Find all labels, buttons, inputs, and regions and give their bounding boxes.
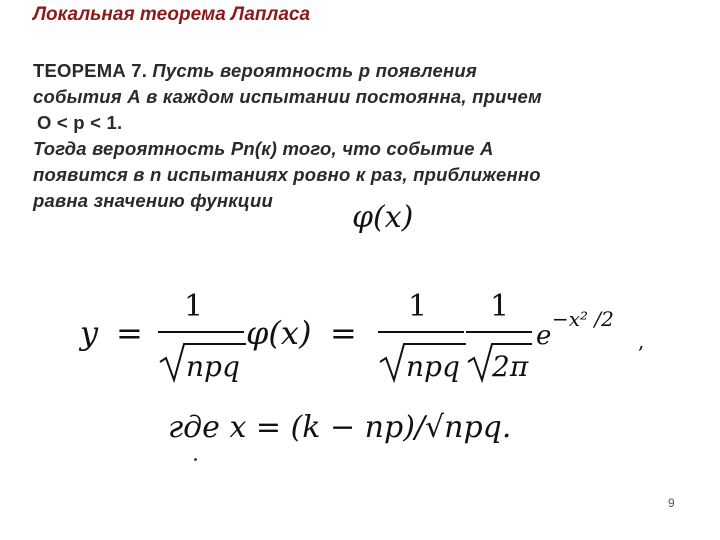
stray-dot (194, 458, 197, 461)
fraction-1-denominator: npq (186, 350, 240, 383)
formula-y: y (80, 314, 99, 352)
theorem-line-6: равна значению функции (33, 190, 273, 211)
formula-exponent: −x² /2 (552, 307, 614, 331)
fraction-2-numerator: 1 (408, 289, 428, 324)
page-number: 9 (668, 496, 675, 510)
formula-comma: , (638, 329, 645, 353)
fraction-2-denominator: npq (406, 350, 460, 383)
formula-eq-1: = (116, 314, 143, 352)
fraction-1-numerator: 1 (184, 289, 204, 324)
theorem-line-3: О < р < 1. (37, 112, 123, 133)
fraction-3-numerator: 1 (490, 289, 510, 324)
theorem-line-1 (33, 58, 703, 84)
theorem-line-1-rest: Пусть вероятность р появления (147, 60, 477, 81)
theorem-text (33, 58, 703, 214)
slide-title: Локальная теорема Лапласа (33, 4, 311, 25)
theorem-line-2: события А в каждом испытании постоянна, причем (33, 86, 542, 107)
fraction-3-denominator: 2π (492, 350, 529, 383)
phi-function-inline: φ(x) (352, 200, 414, 235)
main-formula (80, 289, 680, 392)
formula-e: e (536, 321, 552, 351)
formula-phi-x: φ(x) (246, 314, 312, 352)
formula-eq-2: = (330, 314, 357, 352)
theorem-label: ТЕОРЕМА 7. (33, 60, 148, 81)
where-formula: где x = (k − np)/√npq. (168, 410, 512, 445)
theorem-line-4: Тогда вероятность Рn(к) того, что событие А (33, 138, 494, 159)
theorem-line-5: появится в n испытаниях ровно к раз, приближенно (33, 164, 541, 185)
formula-svg (80, 289, 680, 392)
